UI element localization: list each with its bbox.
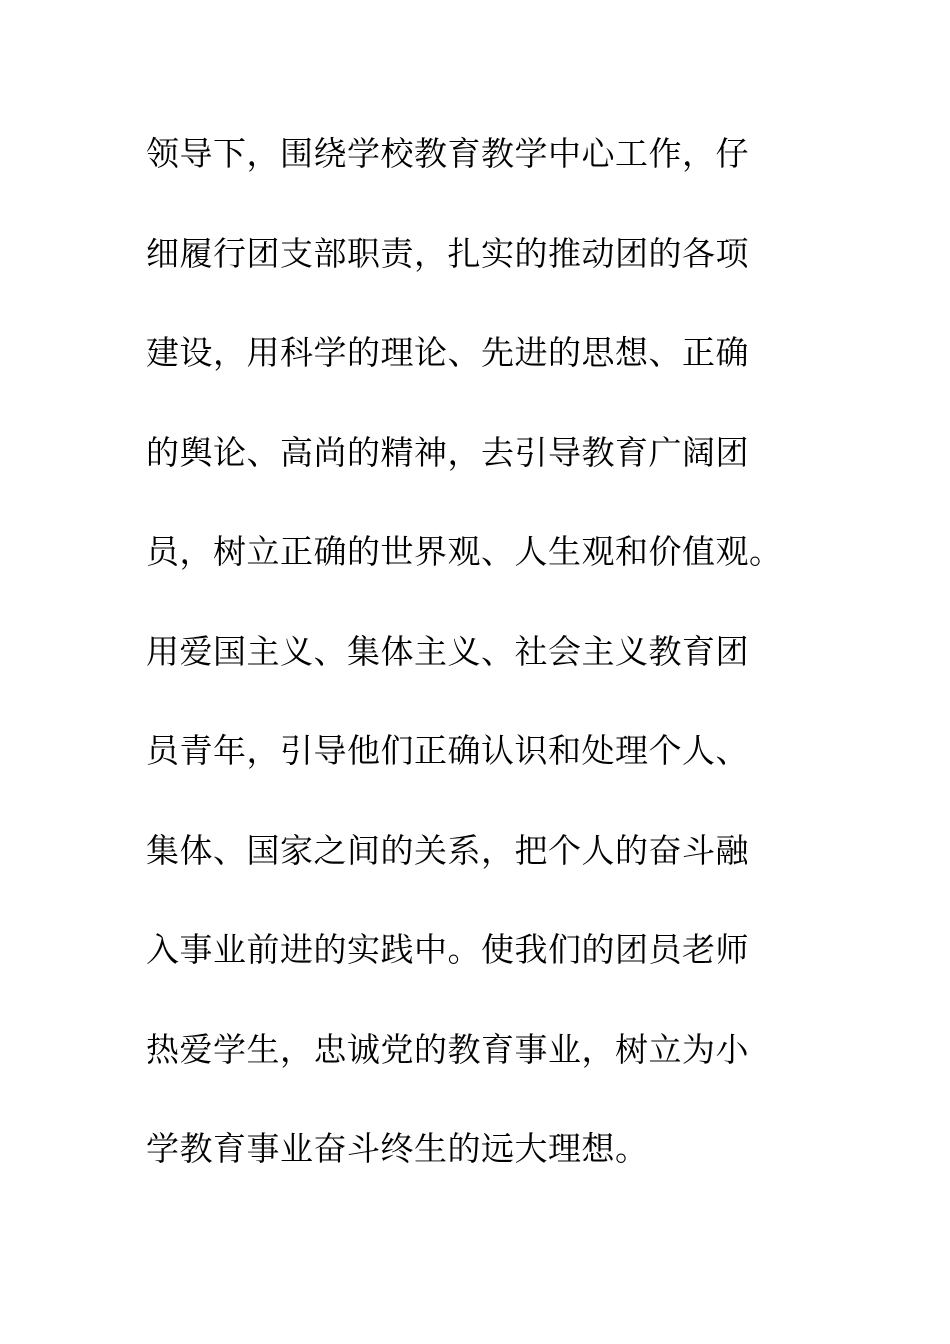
text-line-11: 学教育事业奋斗终生的远大理想。 — [146, 1129, 649, 1168]
text-line-5: 员，树立正确的世界观、人生观和价值观。 — [146, 532, 783, 571]
body-text — [146, 126, 806, 1221]
text-line-1: 领导下，围绕学校教育教学中心工作，仔 — [146, 134, 749, 173]
text-line-2: 细履行团支部职责，扎实的推动团的各项 — [146, 233, 749, 273]
text-line-6: 用爱国主义、集体主义、社会主义教育团 — [146, 631, 749, 671]
text-line-4: 的舆论、高尚的精神，去引导教育广阔团 — [146, 432, 749, 472]
text-line-9: 入事业前进的实践中。使我们的团员老师 — [146, 930, 749, 969]
text-line-3: 建设，用科学的理论、先进的思想、正确 — [146, 333, 749, 372]
text-line-7: 员青年，引导他们正确认识和处理个人、 — [146, 731, 749, 770]
text-line-10: 热爱学生，忠诚党的教育事业，树立为小 — [146, 1029, 749, 1069]
text-line-8: 集体、国家之间的关系，把个人的奋斗融 — [146, 830, 749, 870]
